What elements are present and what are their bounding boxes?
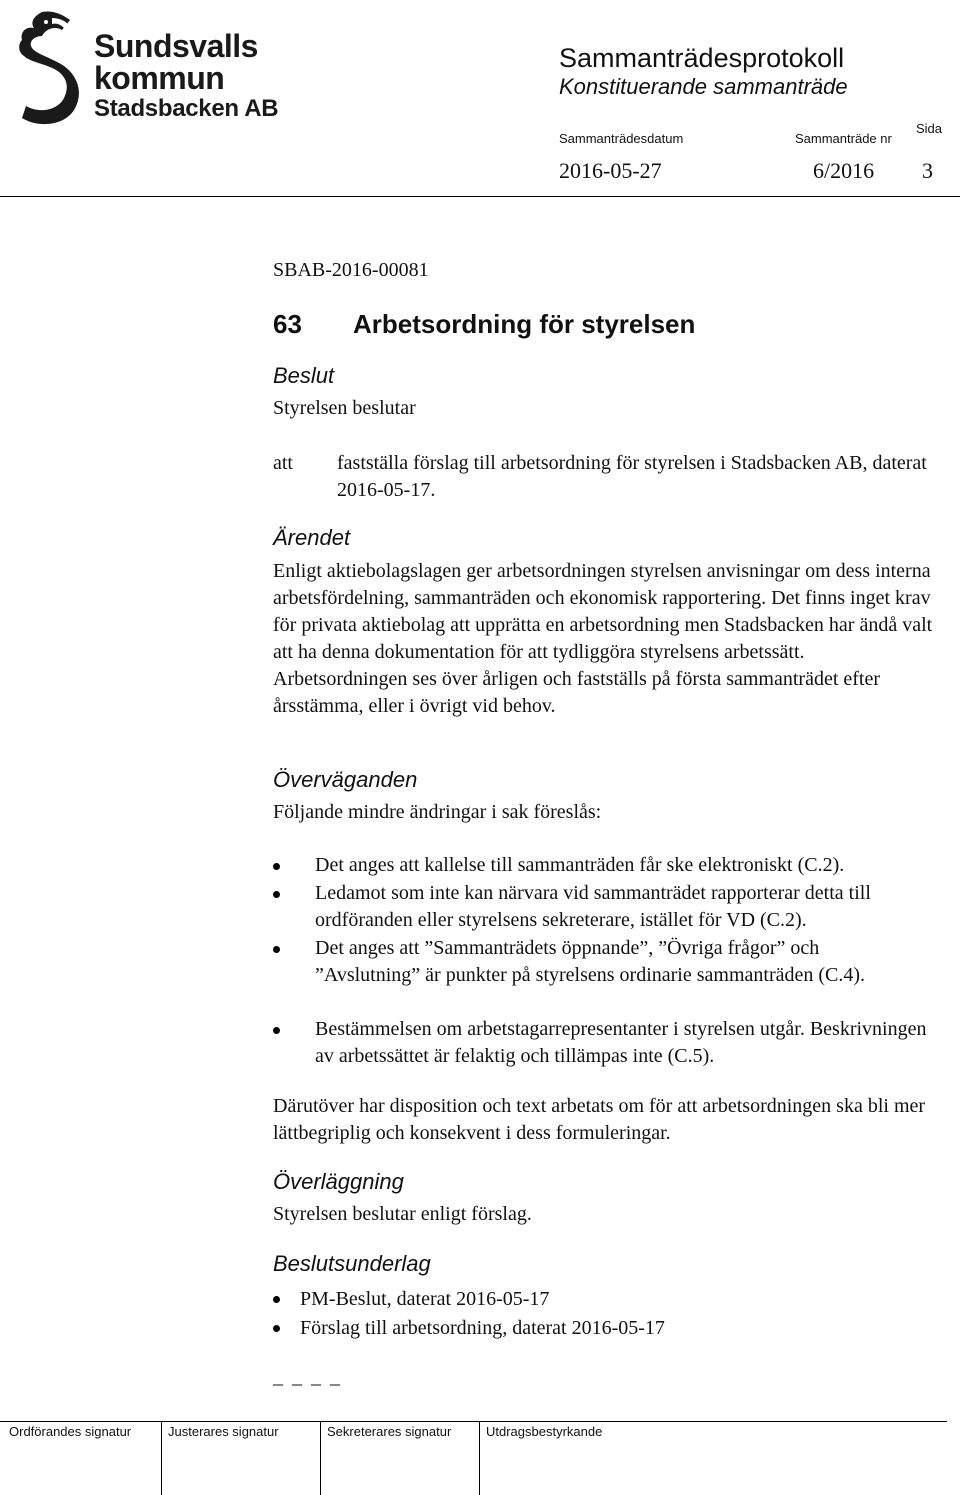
list-item-text: Ledamot som inte kan närvara vid sammanträdet rapporterar detta till ordföranden eller styrelsens sekreterare, istället för VD (C.2). [315, 882, 871, 931]
footer-separator [161, 1421, 162, 1495]
bullet-icon [273, 1027, 280, 1034]
list-item [273, 880, 953, 934]
bullet-icon [273, 1296, 280, 1303]
overlaggning-heading: Överläggning [273, 1169, 404, 1194]
att-decision-text: fastställa förslag till arbetsordning för styrelsen i Stadsbacken AB, daterat 2016-05-17. [337, 452, 927, 501]
bullet-icon [273, 1325, 280, 1332]
chairman-signature-label: Ordförandes signatur [9, 1424, 132, 1439]
list-item [273, 852, 953, 879]
list-item [273, 1285, 953, 1314]
meeting-date: 2016-05-27 [559, 158, 662, 183]
list-item-text: Det anges att ”Sammanträdets öppnande”, ”Övriga frågor” och ”Avslutning” är punkter på styrelsens ordinarie sammanträden (C.4). [315, 937, 866, 986]
att-label: att [273, 452, 293, 474]
list-item [273, 1016, 953, 1070]
header-divider [0, 196, 960, 197]
end-marker: _ _ _ _ [273, 1366, 342, 1388]
bullet-icon [273, 863, 280, 870]
document-title: Sammanträdesprotokoll [559, 43, 845, 73]
bullet-icon [273, 891, 280, 898]
overlaggning-text: Styrelsen beslutar enligt förslag. [273, 1203, 532, 1225]
overvaganden-closing: Därutöver har disposition och text arbetats om för att arbetsordningen ska bli mer lättbegriplig och konsekvent i dess formuleringar. [273, 1095, 926, 1144]
logo-line-1: Sundsvalls [94, 28, 258, 64]
adjuster-signature-label: Justerares signatur [168, 1424, 279, 1439]
document-subtitle: Konstituerande sammanträde [559, 74, 848, 99]
logo-line-3: Stadsbacken AB [94, 95, 279, 122]
arendet-text: Enligt aktiebolagslagen ger arbetsordningen styrelsen anvisningar om dess interna arbetsfördelning, sammanträden och ekonomisk rapportering. Det finns inget krav för privata aktiebolag att upprätta en arbetsordning men Stadsbacken har ändå valt att ha denna dokumentation för att tydliggöra styrelsens arbetssätt. Arbetsordningen ses över årligen och fastställs på första sammanträdet efter årsstämma, eller i övrigt vid behov. [273, 560, 933, 717]
arendet-heading: Ärendet [273, 525, 351, 550]
meeting-number: 6/2016 [813, 158, 875, 183]
case-reference: SBAB-2016-00081 [273, 259, 429, 281]
paragraph-title: Arbetsordning för styrelsen [353, 309, 696, 339]
sundsvalls-kommun-logo [12, 6, 92, 130]
bullet-icon [273, 946, 280, 953]
logo-wordmark [94, 30, 278, 124]
page-label: Sida [916, 121, 943, 136]
extract-certification-label: Utdragsbestyrkande [486, 1424, 603, 1439]
list-item-text: Det anges att kallelse till sammanträden får ske elektroniskt (C.2). [315, 854, 845, 876]
list-item [273, 1314, 953, 1343]
secretary-signature-label: Sekreterares signatur [327, 1424, 452, 1439]
list-item [273, 935, 953, 989]
overvaganden-heading: Överväganden [273, 767, 418, 792]
beslutsunderlag-heading: Beslutsunderlag [273, 1251, 431, 1276]
page-number: 3 [922, 158, 933, 183]
footer-separator [479, 1421, 480, 1495]
date-label: Sammanträdesdatum [559, 131, 684, 146]
list-item-text: Bestämmelsen om arbetstagarrepresentanter i styrelsen utgår. Beskrivningen av arbetssättet är felaktig och tillämpas inte (C.5). [315, 1018, 927, 1067]
meeting-number-label: Sammanträde nr [795, 131, 892, 146]
footer-separator [320, 1421, 321, 1495]
paragraph-heading [273, 309, 695, 340]
beslut-intro: Styrelsen beslutar [273, 397, 416, 419]
logo-line-2: kommun [94, 60, 225, 96]
list-item-text: PM-Beslut, daterat 2016-05-17 [300, 1288, 550, 1310]
list-item-text: Förslag till arbetsordning, daterat 2016-05-17 [300, 1317, 665, 1339]
beslut-heading: Beslut [273, 363, 335, 388]
paragraph-number: 63 [273, 309, 302, 339]
overvaganden-intro: Följande mindre ändringar i sak föreslås: [273, 801, 602, 823]
footer-divider [0, 1421, 947, 1422]
